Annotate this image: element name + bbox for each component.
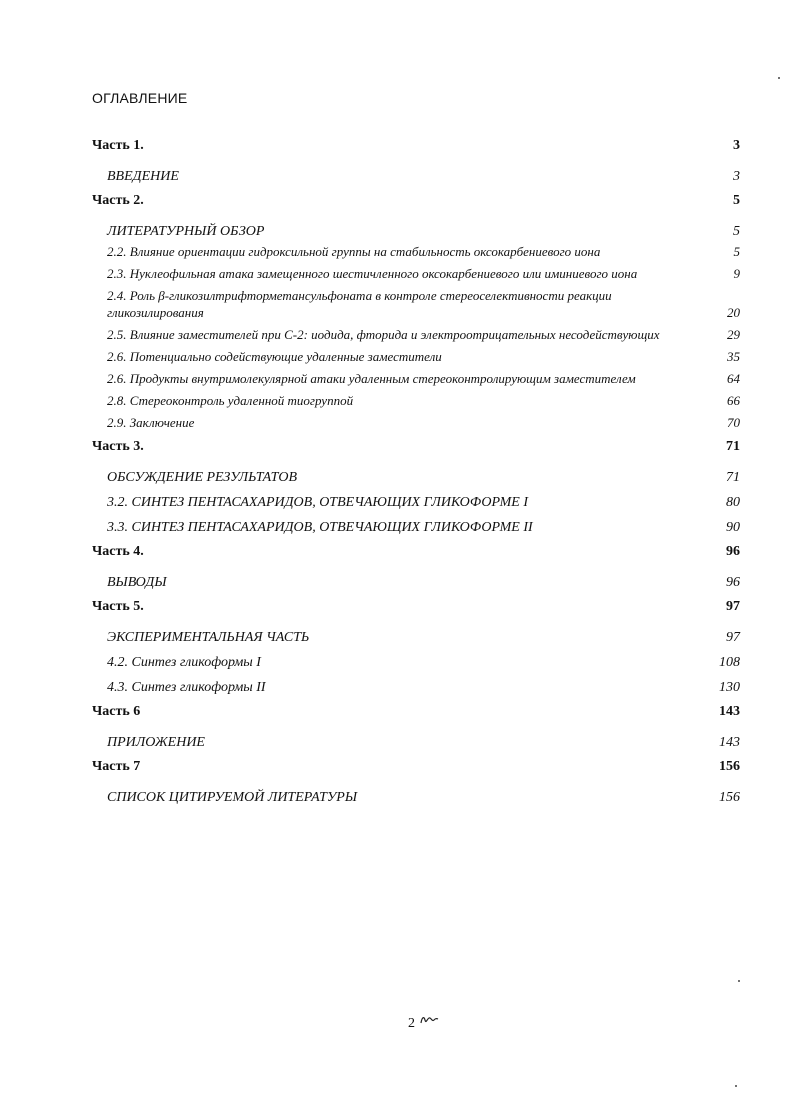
toc-entry-page: 80	[726, 495, 740, 510]
toc-part-label: Часть 3.	[92, 439, 144, 454]
toc-entry	[92, 511, 740, 536]
toc-part-header	[92, 193, 740, 215]
toc-part	[92, 138, 740, 185]
toc-part-header	[92, 759, 740, 781]
toc-entry	[92, 160, 740, 185]
toc-entry	[92, 287, 740, 321]
scan-speck	[738, 980, 740, 982]
toc-part-page: 5	[733, 193, 740, 208]
toc-part-header	[92, 544, 740, 566]
toc-entry-title: ПРИЛОЖЕНИЕ	[107, 735, 205, 750]
toc-entry-page: 66	[727, 393, 740, 408]
toc-entry-title: 2.8. Стереоконтроль удаленной тиогруппой	[107, 393, 354, 408]
toc-entry-title: 3.3. СИНТЕЗ ПЕНТАСАХАРИДОВ, ОТВЕЧАЮЩИХ ГЛИКОФОРМЕ II	[107, 520, 533, 535]
toc-entry-title: 2.5. Влияние заместителей при С-2: иодида, фторида и электроотрицательных несодействующих	[107, 327, 660, 342]
toc-entry-title: 2.6. Потенциально содействующие удаленные заместители	[107, 349, 442, 364]
toc-entry-title: 2.6. Продукты внутримолекулярной атаки удаленным стереоконтролирующим заместителем	[107, 371, 636, 386]
toc-entry	[92, 486, 740, 511]
toc-part-header	[92, 138, 740, 160]
toc-entry	[92, 726, 740, 751]
toc-entry-page: 3	[733, 169, 740, 184]
toc-entry	[92, 392, 740, 409]
toc-entry-page: 5	[733, 244, 740, 259]
toc-entry	[92, 215, 740, 240]
toc-part-label: Часть 7	[92, 759, 141, 774]
toc-entry-title: 2.3. Нуклеофильная атака замещенного шестичленного оксокарбениевого или иминиевого иона	[107, 266, 638, 281]
toc-part-label: Часть 2.	[92, 193, 144, 208]
toc-entry-page: 71	[726, 470, 740, 485]
table-of-contents	[92, 138, 740, 814]
toc-entry-title: ВЫВОДЫ	[107, 575, 167, 590]
toc-entry-page: 5	[733, 224, 740, 239]
toc-entry-title: 2.4. Роль β-гликозилтрифторметансульфоната в контроле стереоселективности реакции гликозилирования	[107, 288, 612, 320]
toc-part-header	[92, 704, 740, 726]
toc-part-label: Часть 6	[92, 704, 141, 719]
toc-part	[92, 439, 740, 536]
toc-entry	[92, 461, 740, 486]
toc-entry-page: 35	[727, 349, 740, 364]
toc-entry	[92, 414, 740, 431]
toc-entry-page: 64	[727, 371, 740, 386]
toc-part	[92, 704, 740, 751]
toc-part	[92, 544, 740, 591]
toc-entry	[92, 326, 740, 343]
toc-entry-page: 143	[719, 735, 740, 750]
handwritten-mark-icon	[419, 1013, 439, 1027]
toc-part-page: 3	[733, 138, 740, 153]
toc-entry	[92, 781, 740, 806]
toc-part	[92, 759, 740, 806]
toc-entry-title: ЭКСПЕРИМЕНТАЛЬНАЯ ЧАСТЬ	[107, 630, 310, 645]
toc-heading: ОГЛАВЛЕНИЕ	[92, 90, 188, 106]
toc-entry	[92, 566, 740, 591]
toc-entry	[92, 646, 740, 671]
scan-speck	[735, 1085, 737, 1087]
toc-entry-title: 4.3. Синтез гликоформы II	[107, 680, 266, 695]
page-number: 2	[408, 1016, 415, 1031]
toc-entry-page: 96	[726, 575, 740, 590]
toc-entry-title: 2.9. Заключение	[107, 415, 195, 430]
toc-entry	[92, 621, 740, 646]
toc-part-label: Часть 4.	[92, 544, 144, 559]
scan-speck	[778, 77, 780, 79]
toc-entry-page: 20	[727, 305, 740, 320]
toc-part-header	[92, 439, 740, 461]
toc-entry-title: 4.2. Синтез гликоформы I	[107, 655, 261, 670]
toc-part	[92, 599, 740, 696]
toc-entry-title: ОБСУЖДЕНИЕ РЕЗУЛЬТАТОВ	[107, 470, 298, 485]
toc-part-label: Часть 1.	[92, 138, 144, 153]
toc-entry-page: 9	[733, 266, 740, 281]
toc-entry	[92, 671, 740, 696]
toc-part-page: 71	[726, 439, 740, 454]
toc-part-page: 143	[719, 704, 740, 719]
toc-entry-page: 130	[719, 680, 740, 695]
toc-entry	[92, 348, 740, 365]
toc-entry-title: 2.2. Влияние ориентации гидроксильной группы на стабильность оксокарбениевого иона	[107, 244, 601, 259]
toc-entry-title: 3.2. СИНТЕЗ ПЕНТАСАХАРИДОВ, ОТВЕЧАЮЩИХ ГЛИКОФОРМЕ I	[107, 495, 529, 510]
toc-entry-page: 70	[727, 415, 740, 430]
toc-part-page: 96	[726, 544, 740, 559]
toc-part-page: 156	[719, 759, 740, 774]
toc-entry	[92, 243, 740, 260]
toc-part	[92, 193, 740, 431]
toc-entry-title: ЛИТЕРАТУРНЫЙ ОБЗОР	[107, 224, 265, 239]
toc-part-label: Часть 5.	[92, 599, 144, 614]
toc-part-header	[92, 599, 740, 621]
toc-entry-page: 97	[726, 630, 740, 645]
toc-entry-page: 156	[719, 790, 740, 805]
toc-entry-page: 108	[719, 655, 740, 670]
toc-entry-page: 90	[726, 520, 740, 535]
toc-entry-title: СПИСОК ЦИТИРУЕМОЙ ЛИТЕРАТУРЫ	[107, 790, 358, 805]
toc-entry-title: ВВЕДЕНИЕ	[107, 169, 179, 184]
toc-entry	[92, 265, 740, 282]
toc-entry-page: 29	[727, 327, 740, 342]
toc-part-page: 97	[726, 599, 740, 614]
toc-entry	[92, 370, 740, 387]
